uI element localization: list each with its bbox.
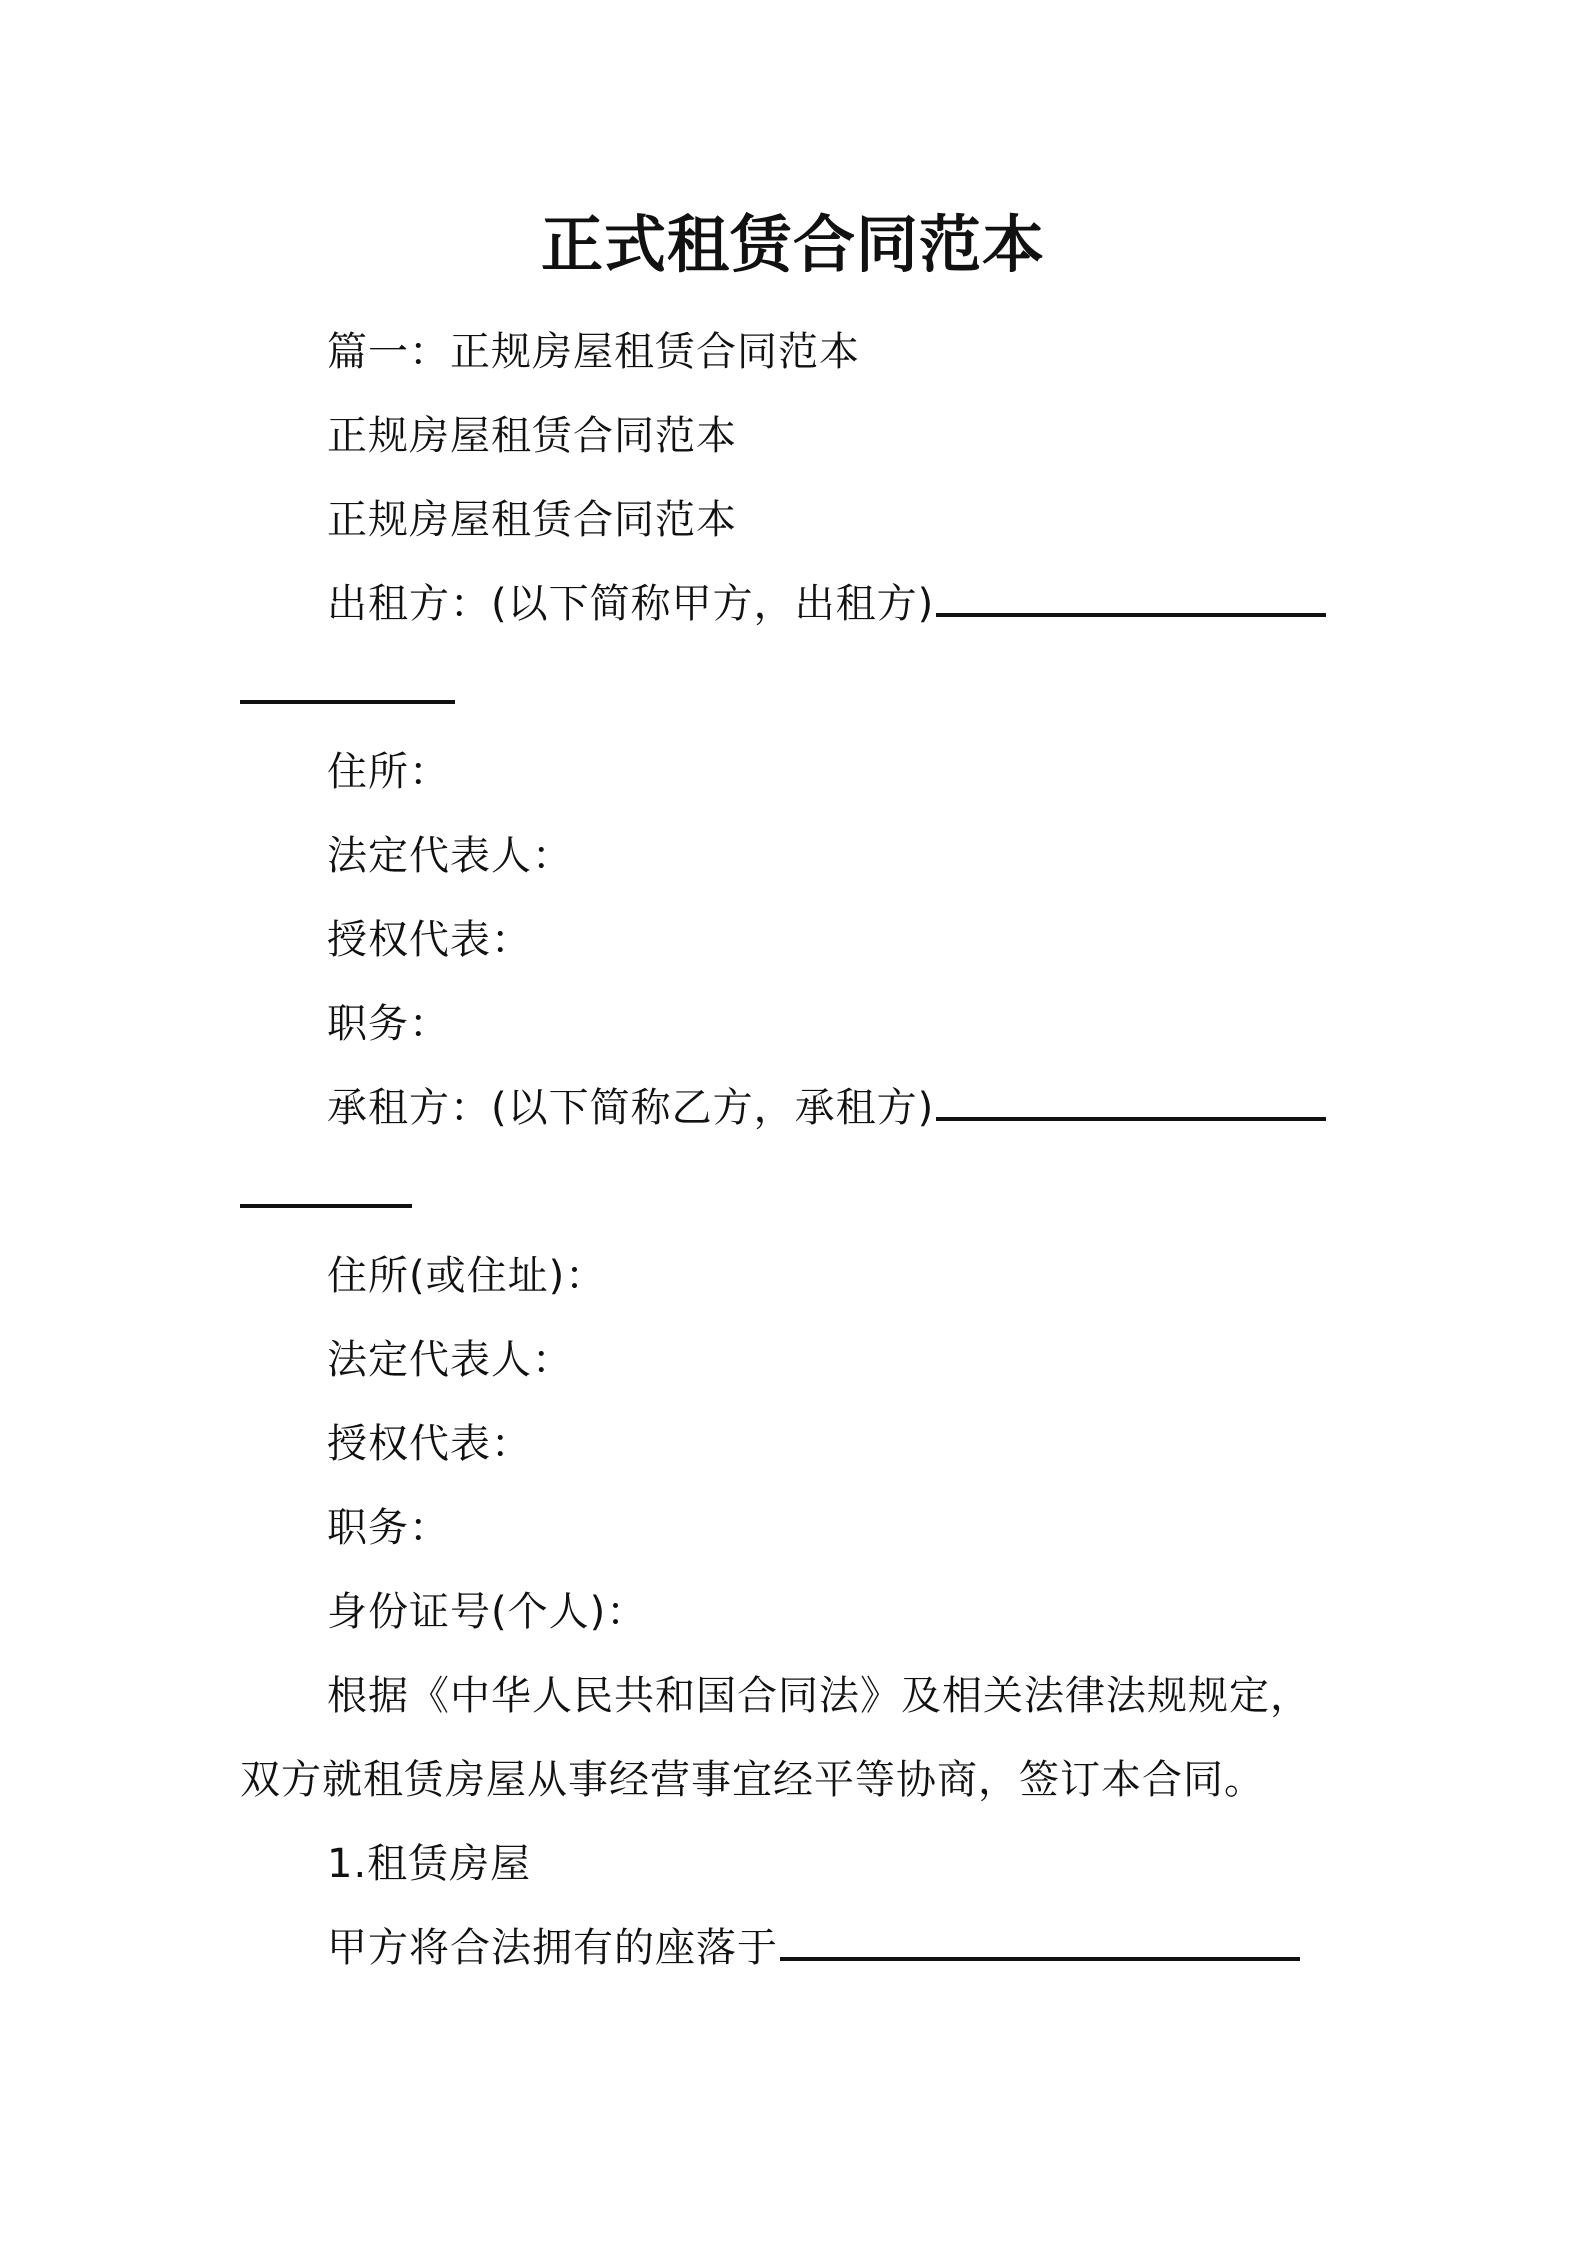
lessee-legal-rep-label: 法定代表人： [327, 1337, 573, 1383]
section-heading-text: 篇一：正规房屋租赁合同范本 [327, 329, 860, 375]
property-location-line [327, 1920, 1300, 1976]
lessor-legal-rep-label: 法定代表人： [327, 833, 573, 879]
subtitle-line [327, 492, 737, 548]
property-location-blank [780, 1957, 1300, 1961]
field-line [327, 1248, 606, 1304]
lessor-label: 出租方：(以下简称甲方，出租方) [327, 581, 935, 627]
lessee-address-label: 住所(或住址)： [327, 1253, 607, 1299]
field-line [327, 996, 450, 1052]
subtitle-line [327, 408, 737, 464]
field-line [327, 744, 450, 800]
lessee-blank [936, 1117, 1326, 1121]
paragraph-text: 双方就租赁房屋从事经营事宜经平等协商，签订本合同。 [240, 1757, 1265, 1803]
field-line [327, 828, 573, 884]
field-line [327, 1500, 450, 1556]
field-line [327, 1332, 573, 1388]
paragraph-text: 根据《中华人民共和国合同法》及相关法律法规规定， [327, 1673, 1311, 1719]
paragraph-line [327, 1668, 1311, 1724]
property-location-label: 甲方将合法拥有的座落于 [327, 1925, 778, 1971]
lessor-blank-continued [240, 700, 455, 704]
subtitle-text: 正规房屋租赁合同范本 [327, 497, 737, 543]
lessor-line [327, 576, 1326, 632]
clause-heading-text: 1.租赁房屋 [327, 1841, 532, 1887]
document-title: 正式租赁合同范本 [540, 208, 1045, 281]
field-line [327, 1584, 647, 1640]
field-line [327, 1416, 532, 1472]
section-heading [327, 324, 860, 380]
lessee-label: 承租方：(以下简称乙方，承租方) [327, 1085, 935, 1131]
lessor-address-label: 住所： [327, 749, 450, 795]
lessor-position-label: 职务： [327, 1001, 450, 1047]
paragraph-line [240, 1752, 1265, 1808]
lessee-position-label: 职务： [327, 1505, 450, 1551]
clause-heading [327, 1836, 531, 1892]
lessor-blank [936, 613, 1326, 617]
lessee-line [327, 1080, 1326, 1136]
lessee-id-label: 身份证号(个人)： [327, 1589, 648, 1635]
lessee-authorized-rep-label: 授权代表： [327, 1421, 532, 1467]
field-line [327, 912, 532, 968]
lessee-blank-continued [240, 1204, 412, 1208]
lessor-authorized-rep-label: 授权代表： [327, 917, 532, 963]
subtitle-text: 正规房屋租赁合同范本 [327, 413, 737, 459]
